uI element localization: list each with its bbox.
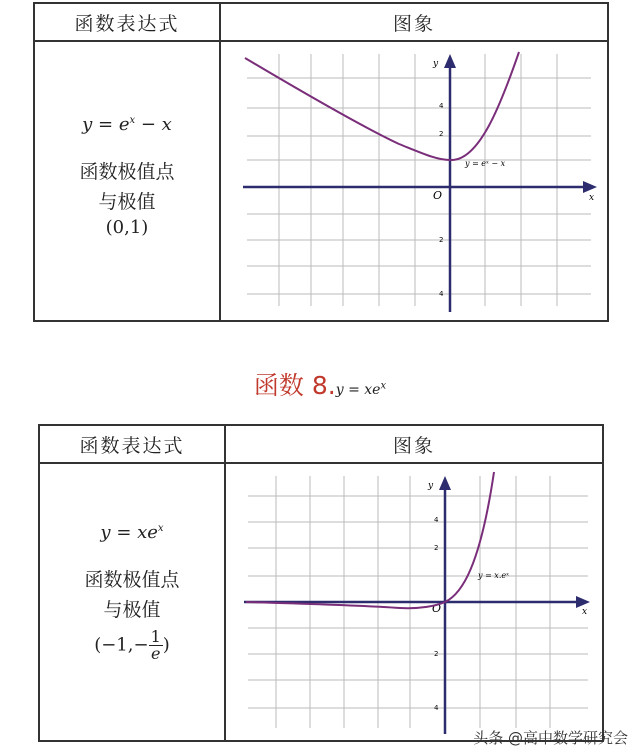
table-2-expression-cell [40,522,224,662]
table-1-y-axis-label: y [433,59,439,69]
table-2-tick-4: 4 [434,516,439,524]
table-2-x-axis-label: x [582,607,588,617]
table-1-desc-line2: 与极值 [98,191,156,213]
table-1-graph [239,44,599,320]
caption-title: 函数 8. [253,371,336,400]
table-2-curve-label: y = x.eˣ [478,571,509,580]
table-1-x-axis-label: x [589,193,595,203]
table-2-tick-2: 2 [434,544,439,552]
table-1-header-right: 图象 [221,4,607,42]
table-1-origin-label: O [433,189,443,202]
table-2-fraction: $\frac{1}{e}$ [150,627,161,663]
watermark: 头条 @高中数学研究会 [473,729,628,747]
table-1-curve-label: y = eˣ − x [465,159,506,168]
table-2-desc-line2: 与极值 [103,599,161,621]
table-2-origin-label: O [432,602,442,615]
table-1-extreme-point: (0,1) [105,217,149,238]
table-1-desc-line1: 函数极值点 [79,161,175,183]
table-2-graph [240,466,596,738]
table-2-header-right: 图象 [226,426,602,464]
table-1-tick-neg4: 4 [439,290,444,298]
table-1-formula: $y = e^x - x$ [82,114,172,135]
table-1-curve [245,52,519,160]
table-1-tick-neg2: 2 [439,236,444,244]
table-2-y-axis-label: y [428,481,434,491]
table-1 [33,2,609,322]
table-1-header-left: 函数表达式 [35,4,219,42]
caption-formula: $y = xe^x$ [335,380,387,398]
table-2-formula: $y = xe^x$ [100,522,164,543]
table-2 [38,424,604,742]
section-caption [0,366,640,402]
table-1-tick-4: 4 [439,102,444,110]
table-2-divider [224,426,226,740]
table-1-tick-2: 2 [439,130,444,138]
table-1-expression-cell [35,114,219,238]
table-2-tick-neg2: 2 [434,650,439,658]
table-2-curve [246,472,494,608]
table-2-header-left: 函数表达式 [40,426,224,464]
table-2-extreme-point: (−1,− $\frac{1}{e}$ ) [94,627,170,663]
table-2-desc-line1: 函数极值点 [84,569,180,591]
table-1-divider [219,4,221,320]
table-2-tick-neg4: 4 [434,704,439,712]
